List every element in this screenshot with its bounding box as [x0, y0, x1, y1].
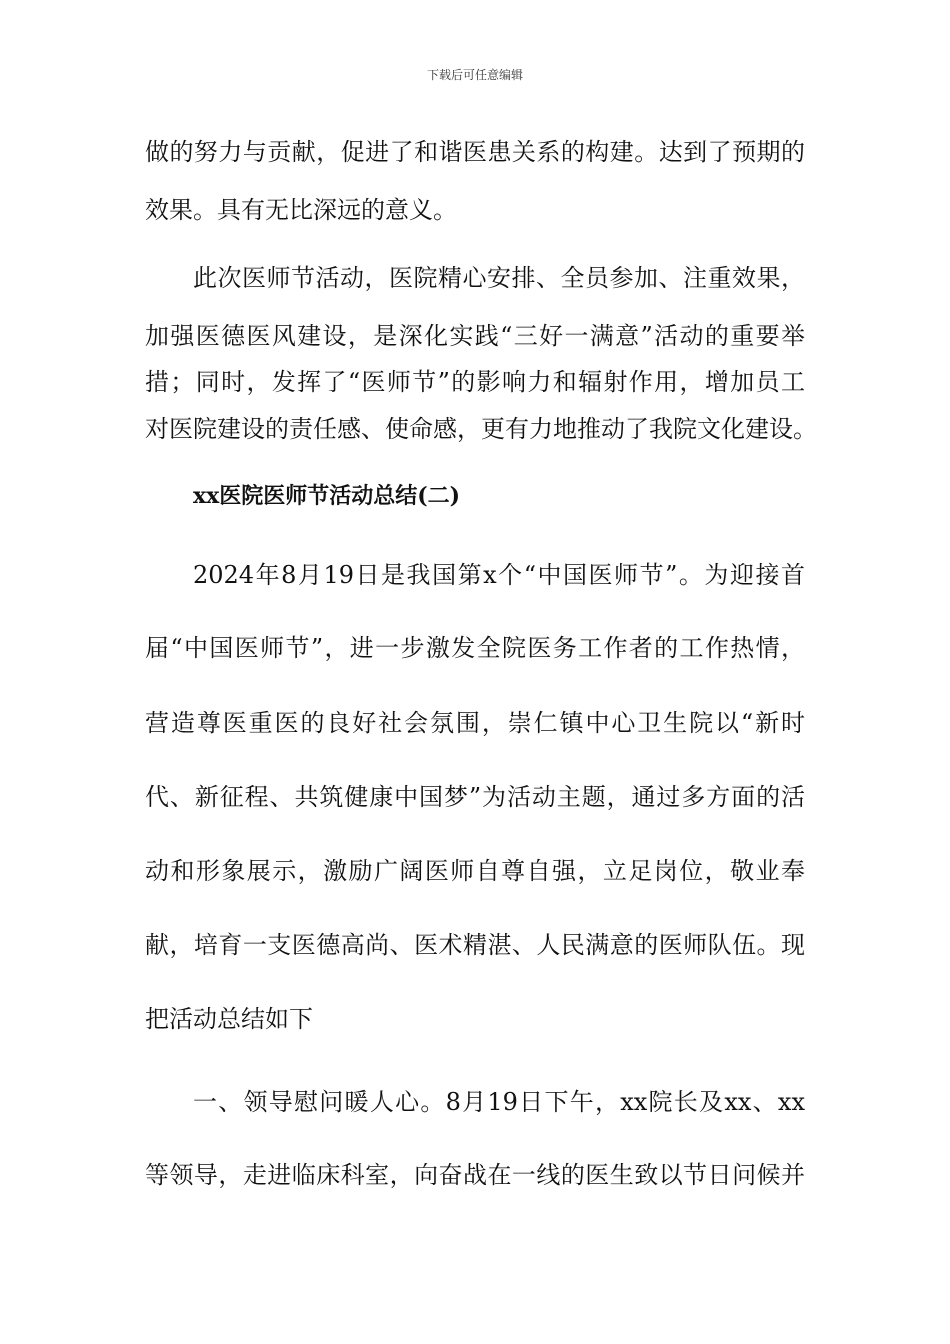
text-line: 一、领导慰问暖人心。8月19日下午，xx院长及xx、xx [193, 1088, 805, 1116]
section-title: xx医院医师节活动总结(二) [193, 483, 461, 509]
text-line: 代、新征程、共筑健康中国梦”为活动主题，通过多方面的活 [145, 783, 805, 811]
text-line: 届“中国医师节”，进一步激发全院医务工作者的工作热情， [145, 634, 805, 662]
text-line: 献，培育一支医德高尚、医术精湛、人民满意的医师队伍。现 [145, 931, 805, 959]
page-header: 下载后可任意编辑 [426, 68, 523, 82]
text-line: 把活动总结如下 [145, 1005, 313, 1033]
text-line: 等领导，走进临床科室，向奋战在一线的医生致以节日问候并 [145, 1161, 805, 1189]
text-line: 营造尊医重医的良好社会氛围，崇仁镇中心卫生院以“新时 [145, 709, 805, 737]
text-line: 此次医师节活动，医院精心安排、全员参加、注重效果， [193, 264, 805, 292]
text-line: 效果。具有无比深远的意义。 [145, 196, 457, 224]
text-line: 2024年8月19日是我国第x个“中国医师节”。为迎接首 [193, 561, 805, 589]
text-line: 措；同时，发挥了“医师节”的影响力和辐射作用，增加员工 [145, 368, 805, 396]
text-line: 加强医德医风建设，是深化实践“三好一满意”活动的重要举 [145, 322, 805, 350]
text-line: 做的努力与贡献，促进了和谐医患关系的构建。达到了预期的 [145, 138, 805, 166]
text-line: 对医院建设的责任感、使命感，更有力地推动了我院文化建设。 [145, 415, 817, 443]
text-line: 动和形象展示，激励广阔医师自尊自强，立足岗位，敬业奉 [145, 857, 805, 885]
